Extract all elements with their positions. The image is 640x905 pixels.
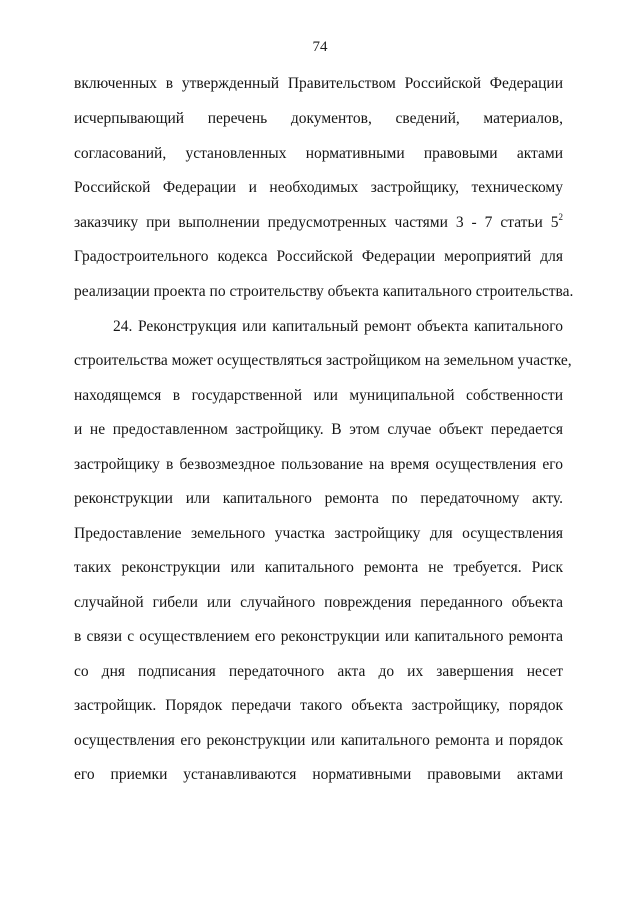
text-line: согласований, установленных нормативными правовыми актами bbox=[74, 145, 563, 162]
text-line: со дня подписания передаточного акта до их завершения несет bbox=[74, 663, 563, 680]
text-line: Предоставление земельного участка застройщику для осуществления bbox=[74, 525, 563, 542]
text-line: его приемки устанавливаются нормативными правовыми актами bbox=[74, 766, 563, 783]
text-line: реализации проекта по строительству объекта капитального строительства. bbox=[74, 283, 574, 300]
text-line: Российской Федерации и необходимых застройщику, техническому bbox=[74, 179, 563, 196]
text-line: исчерпывающий перечень документов, сведений, материалов, bbox=[74, 110, 563, 127]
text-line: и не предоставленном застройщику. В этом случае объект передается bbox=[74, 421, 563, 438]
paragraph-first-line: 24. Реконструкция или капитальный ремонт объекта капитального bbox=[113, 318, 563, 335]
page-number: 74 bbox=[312, 39, 328, 55]
text-line: таких реконструкции или капитального ремонта не требуется. Риск bbox=[74, 559, 563, 576]
text-line: осуществления его реконструкции или капитального ремонта и порядок bbox=[74, 732, 563, 749]
superscript: 2 bbox=[558, 212, 563, 222]
text-line: застройщику в безвозмездное пользование на время осуществления его bbox=[74, 456, 563, 473]
text-line: застройщик. Порядок передачи такого объекта застройщику, порядок bbox=[74, 697, 563, 714]
text-line: строительства может осуществляться застройщиком на земельном участке, bbox=[74, 352, 572, 369]
text-line: реконструкции или капитального ремонта по передаточному акту. bbox=[74, 490, 563, 507]
text-line: случайной гибели или случайного повреждения переданного объекта bbox=[74, 594, 563, 611]
text-line-with-superscript bbox=[74, 214, 563, 232]
text-line: в связи с осуществлением его реконструкции или капитального ремонта bbox=[74, 628, 563, 645]
text-line: Градостроительного кодекса Российской Федерации мероприятий для bbox=[74, 248, 563, 265]
text-line-content: заказчику при выполнении предусмотренных частями 3 - 7 статьи 5 bbox=[74, 214, 559, 231]
text-line: находящемся в государственной или муниципальной собственности bbox=[74, 387, 563, 404]
text-line: включенных в утвержденный Правительством Российской Федерации bbox=[74, 75, 563, 92]
